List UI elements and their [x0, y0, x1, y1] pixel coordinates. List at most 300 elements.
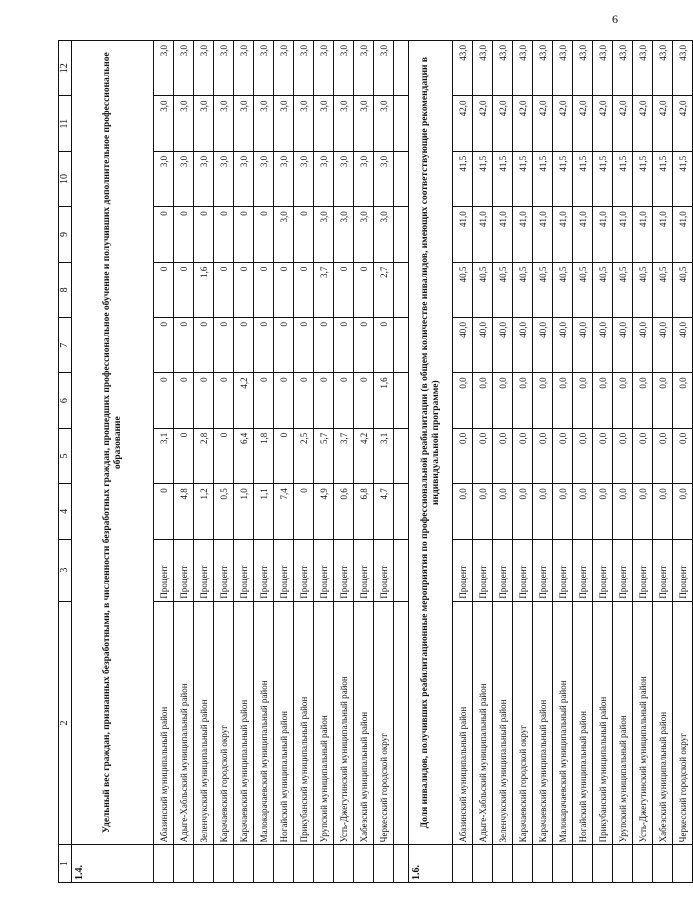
- value-cell: 2,7: [374, 262, 394, 317]
- value-cell: 3,1: [154, 428, 174, 483]
- value-cell: 3,0: [374, 96, 394, 151]
- value-cell: 0: [154, 318, 174, 373]
- value-cell: 0: [354, 318, 374, 373]
- value-cell: 40,5: [633, 262, 653, 317]
- value-cell: 41,0: [613, 207, 633, 262]
- unit-cell: Процент: [573, 539, 593, 601]
- table-row: [294, 41, 314, 883]
- value-cell: 40,0: [553, 318, 573, 373]
- unit-cell: Процент: [354, 539, 374, 601]
- value-cell: 3,0: [354, 41, 374, 96]
- value-cell: 0,0: [453, 484, 473, 539]
- empty-number-cell: [573, 845, 593, 883]
- empty-cell: [394, 151, 409, 206]
- value-cell: 0,0: [613, 428, 633, 483]
- value-cell: 3,0: [234, 151, 254, 206]
- value-cell: 43,0: [513, 41, 533, 96]
- value-cell: 0: [274, 428, 294, 483]
- value-cell: 0,0: [473, 484, 493, 539]
- indicators-table: [58, 40, 693, 883]
- value-cell: 40,0: [633, 318, 653, 373]
- value-cell: 3,0: [194, 41, 214, 96]
- value-cell: 40,5: [573, 262, 593, 317]
- value-cell: 1,1: [254, 484, 274, 539]
- value-cell: 0: [234, 262, 254, 317]
- value-cell: 0,0: [653, 484, 673, 539]
- value-cell: 4,2: [234, 373, 254, 428]
- value-cell: 4,2: [354, 428, 374, 483]
- value-cell: 0: [274, 262, 294, 317]
- value-cell: 3,0: [174, 96, 194, 151]
- value-cell: 0: [214, 262, 234, 317]
- empty-cell: [394, 41, 409, 96]
- value-cell: 0,0: [513, 484, 533, 539]
- value-cell: 0: [334, 373, 354, 428]
- value-cell: 3,7: [334, 428, 354, 483]
- value-cell: 3,0: [354, 207, 374, 262]
- district-name: Ногайский муниципальный район: [573, 601, 593, 845]
- value-cell: 0: [154, 262, 174, 317]
- unit-cell: Процент: [194, 539, 214, 601]
- value-cell: 0: [214, 373, 234, 428]
- section-header-row: [72, 41, 154, 883]
- rotated-table-page: [58, 40, 688, 883]
- value-cell: 2,5: [294, 428, 314, 483]
- value-cell: 3,0: [314, 207, 334, 262]
- district-name: Адыге-Хабльский муниципальный район: [473, 601, 493, 845]
- table-row: [214, 41, 234, 883]
- header-cell: 12: [59, 41, 72, 96]
- value-cell: 43,0: [613, 41, 633, 96]
- district-name: Прикубанский муниципальный район: [593, 601, 613, 845]
- value-cell: 0: [174, 373, 194, 428]
- value-cell: 0: [194, 373, 214, 428]
- unit-cell: Процент: [513, 539, 533, 601]
- table-row: [553, 41, 573, 883]
- value-cell: 0: [354, 373, 374, 428]
- district-name: Хабезский муниципальный район: [653, 601, 673, 845]
- value-cell: 0,0: [633, 484, 653, 539]
- value-cell: 3,0: [254, 151, 274, 206]
- value-cell: 0: [214, 318, 234, 373]
- value-cell: 41,5: [553, 151, 573, 206]
- value-cell: 42,0: [633, 96, 653, 151]
- table-row: [154, 41, 174, 883]
- value-cell: 42,0: [673, 96, 693, 151]
- value-cell: 0: [194, 318, 214, 373]
- value-cell: 40,5: [673, 262, 693, 317]
- district-name: Адыге-Хабльский муниципальный район: [174, 601, 194, 845]
- value-cell: 3,0: [274, 41, 294, 96]
- value-cell: 43,0: [473, 41, 493, 96]
- header-row: [59, 41, 72, 883]
- value-cell: 4,9: [314, 484, 334, 539]
- district-name: Урупский муниципальный район: [314, 601, 334, 845]
- value-cell: 42,0: [593, 96, 613, 151]
- value-cell: 43,0: [653, 41, 673, 96]
- value-cell: 3,0: [214, 41, 234, 96]
- table-row: [653, 41, 673, 883]
- value-cell: 42,0: [493, 96, 513, 151]
- value-cell: 41,0: [493, 207, 513, 262]
- empty-number-cell: [294, 845, 314, 883]
- value-cell: 0,0: [573, 373, 593, 428]
- value-cell: 42,0: [653, 96, 673, 151]
- empty-cell: [394, 262, 409, 317]
- page-number: 6: [612, 12, 618, 26]
- table-row: [593, 41, 613, 883]
- empty-number-cell: [633, 845, 653, 883]
- unit-cell: Процент: [334, 539, 354, 601]
- value-cell: 42,0: [533, 96, 553, 151]
- table-row: [673, 41, 693, 883]
- unit-cell: Процент: [274, 539, 294, 601]
- value-cell: 41,5: [453, 151, 473, 206]
- value-cell: 40,5: [493, 262, 513, 317]
- value-cell: 3,0: [294, 96, 314, 151]
- unit-cell: Процент: [593, 539, 613, 601]
- value-cell: 0,0: [553, 484, 573, 539]
- empty-number-cell: [673, 845, 693, 883]
- unit-cell: Процент: [453, 539, 473, 601]
- value-cell: 0,5: [214, 484, 234, 539]
- value-cell: 3,7: [314, 262, 334, 317]
- value-cell: 3,0: [154, 41, 174, 96]
- district-name: Карачаевский муниципальный район: [234, 601, 254, 845]
- value-cell: 3,0: [274, 151, 294, 206]
- value-cell: 0: [294, 262, 314, 317]
- value-cell: 0: [314, 373, 334, 428]
- table-row: [374, 41, 394, 883]
- section-title: Доля инвалидов, получивших реабилитационные мероприятия по профессиональной реабилитации (в общем количестве инвалидов, имеющих соответствующие рекомендации в индивидуальной программе): [409, 41, 453, 845]
- value-cell: 3,0: [314, 96, 334, 151]
- value-cell: 0,0: [493, 484, 513, 539]
- empty-cell: [394, 845, 409, 883]
- value-cell: 0: [354, 262, 374, 317]
- value-cell: 0,0: [553, 373, 573, 428]
- value-cell: 0: [254, 262, 274, 317]
- empty-number-cell: [154, 845, 174, 883]
- header-cell: 8: [59, 262, 72, 317]
- district-name: Карачаевский городской округ: [214, 601, 234, 845]
- value-cell: 41,0: [593, 207, 613, 262]
- value-cell: 3,0: [274, 207, 294, 262]
- table-row: [234, 41, 254, 883]
- value-cell: 40,5: [593, 262, 613, 317]
- value-cell: 3,0: [354, 96, 374, 151]
- empty-number-cell: [513, 845, 533, 883]
- unit-cell: Процент: [633, 539, 653, 601]
- empty-number-cell: [613, 845, 633, 883]
- value-cell: 3,0: [314, 151, 334, 206]
- unit-cell: Процент: [653, 539, 673, 601]
- section-number: 1.4.: [72, 845, 154, 883]
- value-cell: 6,4: [234, 428, 254, 483]
- empty-cell: [394, 318, 409, 373]
- value-cell: 3,0: [374, 151, 394, 206]
- value-cell: 40,0: [653, 318, 673, 373]
- value-cell: 41,0: [653, 207, 673, 262]
- unit-cell: Процент: [214, 539, 234, 601]
- value-cell: 0,0: [493, 373, 513, 428]
- value-cell: 40,5: [513, 262, 533, 317]
- value-cell: 0,0: [653, 373, 673, 428]
- unit-cell: Процент: [374, 539, 394, 601]
- value-cell: 41,0: [553, 207, 573, 262]
- value-cell: 0: [174, 428, 194, 483]
- header-cell: 7: [59, 318, 72, 373]
- value-cell: 0: [294, 373, 314, 428]
- spacer-row: [394, 41, 409, 883]
- empty-number-cell: [174, 845, 194, 883]
- value-cell: 0: [234, 318, 254, 373]
- value-cell: 0,0: [613, 484, 633, 539]
- value-cell: 43,0: [453, 41, 473, 96]
- unit-cell: Процент: [174, 539, 194, 601]
- value-cell: 0,0: [553, 428, 573, 483]
- value-cell: 3,0: [154, 96, 174, 151]
- value-cell: 6,8: [354, 484, 374, 539]
- empty-cell: [394, 96, 409, 151]
- value-cell: 40,0: [573, 318, 593, 373]
- table-row: [513, 41, 533, 883]
- value-cell: 3,0: [374, 41, 394, 96]
- value-cell: 0: [194, 207, 214, 262]
- header-cell: 1: [59, 845, 72, 883]
- header-cell: 9: [59, 207, 72, 262]
- value-cell: 0,0: [673, 373, 693, 428]
- value-cell: 42,0: [573, 96, 593, 151]
- table-row: [174, 41, 194, 883]
- empty-number-cell: [334, 845, 354, 883]
- empty-number-cell: [593, 845, 613, 883]
- value-cell: 3,0: [254, 41, 274, 96]
- empty-number-cell: [493, 845, 513, 883]
- value-cell: 3,0: [274, 96, 294, 151]
- value-cell: 41,0: [573, 207, 593, 262]
- value-cell: 41,5: [593, 151, 613, 206]
- table-row: [493, 41, 513, 883]
- header-cell: 3: [59, 539, 72, 601]
- value-cell: 0,0: [533, 373, 553, 428]
- value-cell: 0: [334, 262, 354, 317]
- empty-cell: [394, 484, 409, 539]
- value-cell: 3,0: [374, 207, 394, 262]
- value-cell: 2,8: [194, 428, 214, 483]
- unit-cell: Процент: [154, 539, 174, 601]
- value-cell: 3,0: [194, 151, 214, 206]
- value-cell: 4,7: [374, 484, 394, 539]
- unit-cell: Процент: [254, 539, 274, 601]
- district-name: Черкесский городской округ: [673, 601, 693, 845]
- district-name: Малокарачаевский муниципальный район: [254, 601, 274, 845]
- empty-number-cell: [473, 845, 493, 883]
- value-cell: 0: [254, 207, 274, 262]
- value-cell: 3,0: [214, 96, 234, 151]
- value-cell: 0: [294, 207, 314, 262]
- district-name: Усть-Джегутинский муниципальный район: [633, 601, 653, 845]
- unit-cell: Процент: [473, 539, 493, 601]
- value-cell: 3,0: [334, 96, 354, 151]
- value-cell: 41,5: [613, 151, 633, 206]
- value-cell: 0,0: [613, 373, 633, 428]
- value-cell: 40,0: [673, 318, 693, 373]
- value-cell: 0,0: [673, 484, 693, 539]
- value-cell: 40,0: [593, 318, 613, 373]
- value-cell: 41,5: [533, 151, 553, 206]
- value-cell: 3,0: [234, 96, 254, 151]
- value-cell: 43,0: [493, 41, 513, 96]
- value-cell: 41,5: [493, 151, 513, 206]
- value-cell: 0,0: [573, 484, 593, 539]
- value-cell: 0: [154, 207, 174, 262]
- value-cell: 42,0: [473, 96, 493, 151]
- value-cell: 43,0: [573, 41, 593, 96]
- value-cell: 40,5: [613, 262, 633, 317]
- value-cell: 0: [274, 373, 294, 428]
- unit-cell: Процент: [613, 539, 633, 601]
- value-cell: 0,0: [453, 373, 473, 428]
- value-cell: 3,0: [334, 151, 354, 206]
- value-cell: 40,5: [533, 262, 553, 317]
- value-cell: 3,0: [354, 151, 374, 206]
- value-cell: 43,0: [593, 41, 613, 96]
- empty-number-cell: [194, 845, 214, 883]
- value-cell: 0: [274, 318, 294, 373]
- value-cell: 0,0: [473, 428, 493, 483]
- empty-cell: [394, 373, 409, 428]
- value-cell: 0: [294, 318, 314, 373]
- empty-number-cell: [653, 845, 673, 883]
- value-cell: 3,0: [194, 96, 214, 151]
- value-cell: 40,0: [493, 318, 513, 373]
- table-row: [274, 41, 294, 883]
- section-header-row: [409, 41, 453, 883]
- value-cell: 40,0: [473, 318, 493, 373]
- value-cell: 3,0: [334, 207, 354, 262]
- value-cell: 0: [174, 318, 194, 373]
- district-name: Зеленчукский муниципальный район: [194, 601, 214, 845]
- value-cell: 40,5: [553, 262, 573, 317]
- table-row: [453, 41, 473, 883]
- value-cell: 3,1: [374, 428, 394, 483]
- value-cell: 3,0: [174, 151, 194, 206]
- empty-number-cell: [354, 845, 374, 883]
- value-cell: 41,0: [473, 207, 493, 262]
- value-cell: 0,0: [633, 373, 653, 428]
- district-name: Прикубанский муниципальный район: [294, 601, 314, 845]
- district-name: Карачаевский городской округ: [513, 601, 533, 845]
- empty-number-cell: [453, 845, 473, 883]
- unit-cell: Процент: [493, 539, 513, 601]
- empty-number-cell: [254, 845, 274, 883]
- table-row: [573, 41, 593, 883]
- value-cell: 1,8: [254, 428, 274, 483]
- value-cell: 0,0: [633, 428, 653, 483]
- district-name: Черкесский городской округ: [374, 601, 394, 845]
- value-cell: 0: [294, 484, 314, 539]
- value-cell: 0,0: [453, 428, 473, 483]
- value-cell: 0,0: [593, 373, 613, 428]
- value-cell: 0,0: [653, 428, 673, 483]
- value-cell: 0,0: [513, 373, 533, 428]
- value-cell: 3,0: [234, 41, 254, 96]
- table-row: [354, 41, 374, 883]
- table-row: [194, 41, 214, 883]
- value-cell: 0: [254, 318, 274, 373]
- value-cell: 5,7: [314, 428, 334, 483]
- value-cell: 42,0: [513, 96, 533, 151]
- value-cell: 3,0: [154, 151, 174, 206]
- empty-number-cell: [314, 845, 334, 883]
- empty-cell: [394, 601, 409, 845]
- section-number: 1.6.: [409, 845, 453, 883]
- value-cell: 40,0: [533, 318, 553, 373]
- value-cell: 42,0: [613, 96, 633, 151]
- value-cell: 1,2: [194, 484, 214, 539]
- value-cell: 0: [174, 207, 194, 262]
- value-cell: 43,0: [673, 41, 693, 96]
- value-cell: 41,5: [653, 151, 673, 206]
- value-cell: 0,0: [573, 428, 593, 483]
- district-name: Усть-Джегутинский муниципальный район: [334, 601, 354, 845]
- header-cell: 6: [59, 373, 72, 428]
- table-row: [314, 41, 334, 883]
- value-cell: 1,6: [194, 262, 214, 317]
- value-cell: 0: [374, 318, 394, 373]
- value-cell: 43,0: [533, 41, 553, 96]
- value-cell: 0: [314, 318, 334, 373]
- value-cell: 0,0: [533, 428, 553, 483]
- value-cell: 41,0: [633, 207, 653, 262]
- value-cell: 40,0: [613, 318, 633, 373]
- value-cell: 0,0: [593, 484, 613, 539]
- table-body: [59, 41, 693, 883]
- empty-number-cell: [533, 845, 553, 883]
- value-cell: 0: [234, 207, 254, 262]
- header-cell: 11: [59, 96, 72, 151]
- district-name: Абазинский муниципальный район: [154, 601, 174, 845]
- value-cell: 3,0: [294, 41, 314, 96]
- district-name: Карачаевский муниципальный район: [533, 601, 553, 845]
- value-cell: 43,0: [633, 41, 653, 96]
- table-row: [473, 41, 493, 883]
- value-cell: 0,0: [673, 428, 693, 483]
- value-cell: 40,0: [453, 318, 473, 373]
- value-cell: 40,5: [653, 262, 673, 317]
- value-cell: 0,0: [533, 484, 553, 539]
- empty-number-cell: [214, 845, 234, 883]
- value-cell: 1,6: [374, 373, 394, 428]
- value-cell: 0: [334, 318, 354, 373]
- value-cell: 41,5: [633, 151, 653, 206]
- empty-number-cell: [274, 845, 294, 883]
- header-cell: 4: [59, 484, 72, 539]
- empty-number-cell: [374, 845, 394, 883]
- value-cell: 41,0: [513, 207, 533, 262]
- district-name: Хабезский муниципальный район: [354, 601, 374, 845]
- header-cell: 5: [59, 428, 72, 483]
- value-cell: 0: [154, 373, 174, 428]
- value-cell: 4,8: [174, 484, 194, 539]
- value-cell: 0,6: [334, 484, 354, 539]
- section-title: Удельный вес граждан, признанных безработными, в численности безработных граждан, прошедших профессиональное обучение и получивших дополнительное профессиональное образование: [72, 41, 154, 845]
- value-cell: 0: [174, 262, 194, 317]
- value-cell: 41,0: [453, 207, 473, 262]
- district-name: Урупский муниципальный район: [613, 601, 633, 845]
- district-name: Абазинский муниципальный район: [453, 601, 473, 845]
- value-cell: 40,5: [453, 262, 473, 317]
